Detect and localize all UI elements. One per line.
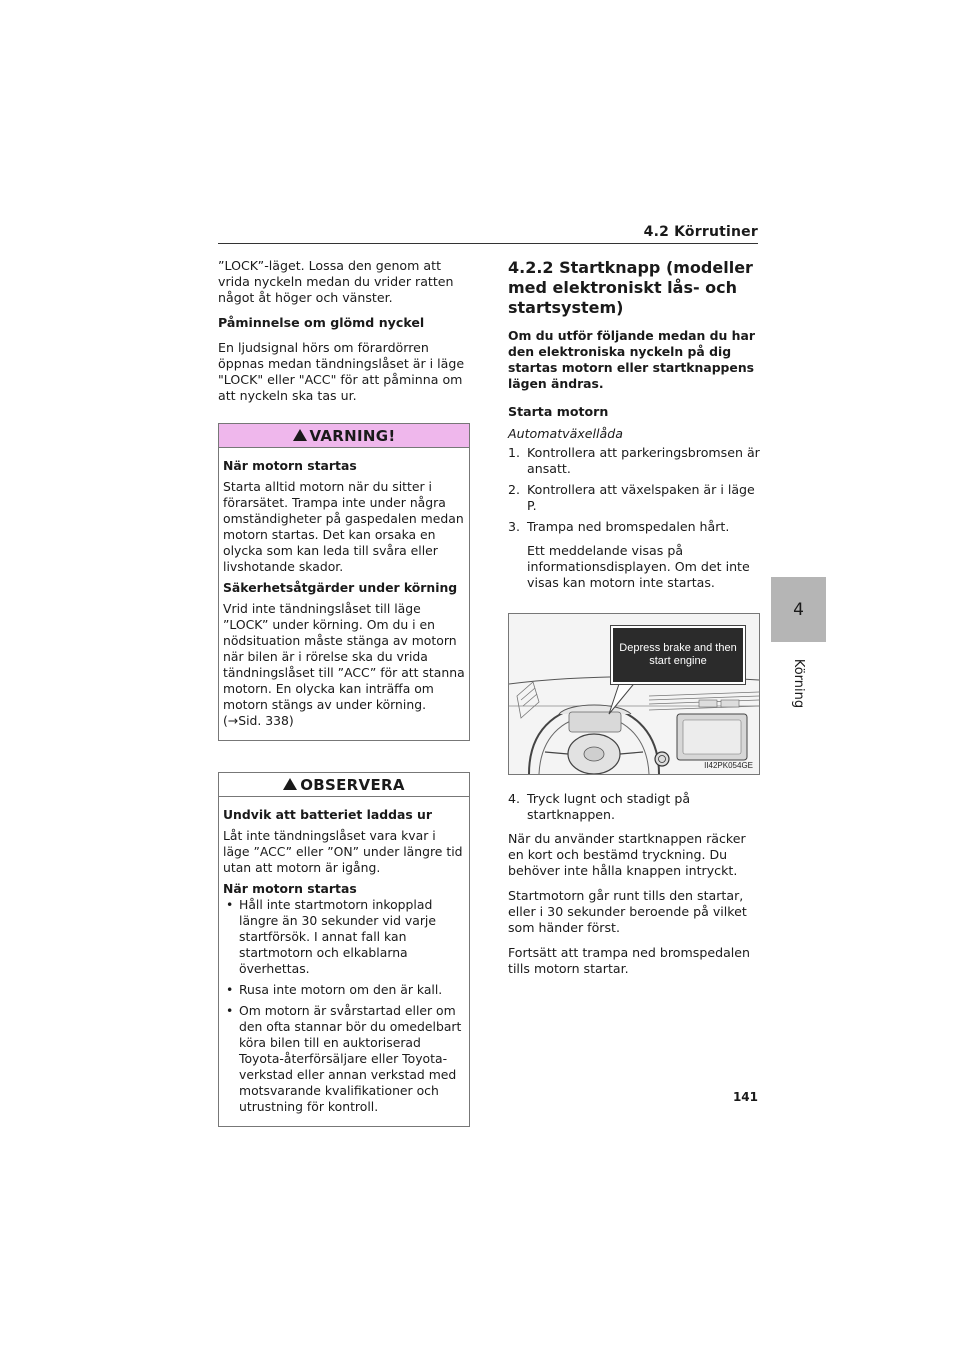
dashboard-illustration	[508, 613, 760, 775]
caution-header	[219, 773, 469, 797]
warning-text-1: Starta alltid motorn när du sitter i förarsätet. Trampa inte under några omständigheter på gaspedalen medan motorn startas. Det kan orsaka en olycka som kan leda till svåra eller livshotande skador.	[223, 479, 464, 574]
caution-text-1: Låt inte tändningslåset vara kvar i läge ”ACC” eller ”ON” under längre tid utan att motorn är igång.	[223, 828, 463, 875]
caution-heading-2: När motorn startas	[223, 881, 357, 896]
step-4-note-1: När du använder startknappen räcker en kort och bestämd tryckning. Du behöver inte hålla knappen intryckt.	[508, 831, 746, 878]
header-rule	[218, 243, 758, 244]
caution-body	[219, 797, 469, 1126]
caution-heading-1: Undvik att batteriet laddas ur	[223, 807, 432, 822]
caution-box	[218, 772, 470, 1127]
section-heading: 4.2.2 Startknapp (modeller med elektroniskt lås- och startsystem)	[508, 258, 753, 317]
step-4: 4. Tryck lugnt och stadigt på startknappen.	[508, 791, 691, 822]
right-column	[508, 258, 760, 986]
warning-title: VARNING!	[309, 426, 396, 445]
step-3: 3. Trampa ned bromspedalen hårt.	[508, 519, 730, 534]
chapter-tab[interactable]	[771, 577, 826, 642]
left-column	[218, 258, 470, 1127]
caution-title: OBSERVERA	[300, 775, 405, 794]
step-4-note-3: Fortsätt att trampa ned bromspedalen tills motorn startar.	[508, 945, 751, 976]
step-3-note: Ett meddelande visas på informationsdisplayen. Om det inte visas kan motorn inte startas.	[527, 543, 750, 590]
warning-header	[219, 424, 469, 448]
list-item: • Håll inte startmotorn inkopplad längre än 30 sekunder vid varje startförsök. I annat fall kan startmotorn och elkablarna överhettas.	[226, 897, 436, 976]
caution-bullet-list	[223, 897, 465, 1115]
reminder-text: En ljudsignal hörs om förardörren öppnas medan tändningslåset är i läge "LOCK" eller "ACC" för att påminna om att nyckeln ska tas ur.	[218, 340, 465, 403]
chapter-number: 4	[793, 599, 804, 620]
section-intro: Om du utför följande medan du har den elektroniska nyckeln på dig startas motorn eller startknappens lägen ändras.	[508, 328, 755, 391]
list-item: • Rusa inte motorn om den är kall.	[226, 982, 443, 997]
chapter-label	[771, 648, 826, 718]
page-number: 141	[732, 1090, 758, 1104]
display-message-callout: Depress brake and then start engine	[611, 626, 745, 684]
warning-heading-1: När motorn startas	[223, 458, 357, 473]
warning-heading-2: Säkerhetsåtgärder under körning	[223, 580, 458, 595]
steps-list	[508, 445, 760, 535]
steps-list-continued	[508, 791, 760, 823]
transmission-label: Automatväxellåda	[508, 426, 623, 441]
step-4-note-2: Startmotorn går runt tills den startar, eller i 30 sekunder beroende på vilket som händer först.	[508, 888, 747, 935]
warning-icon	[293, 429, 307, 441]
warning-box	[218, 423, 470, 741]
reminder-title: Påminnelse om glömd nyckel	[218, 315, 425, 330]
figure-code: II42PK054GE	[704, 761, 753, 770]
chapter-label-text: Körning	[790, 658, 806, 708]
page-header: 4.2 Körrutiner	[643, 224, 758, 240]
caution-icon	[283, 778, 297, 790]
warning-body	[219, 448, 469, 740]
list-item: • Om motorn är svårstartad eller om den ofta stannar bör du omedelbart köra bilen till en auktoriserad Toyota-återförsäljare eller Toyota-verkstad eller annan verkstad med motsvarande kvalifikationer och utrustning för kontroll.	[226, 1003, 462, 1114]
step-1: 1. Kontrollera att parkeringsbromsen är ansatt.	[508, 445, 760, 476]
left-paragraph-1: ”LOCK”-läget. Lossa den genom att vrida nyckeln medan du vrider ratten något åt höger och vänster.	[218, 258, 454, 305]
warning-text-2: Vrid inte tändningslåset till läge ”LOCK” under körning. Om du i en nödsituation måste stänga av motorn när bilen är i rörelse ska du vrida tändningslåset till ”ACC” för att stanna motorn. En olycka kan inträffa om motorn stängs av under körning.	[223, 601, 465, 712]
step-2: 2. Kontrollera att växelspaken är i läge P.	[508, 482, 755, 513]
start-engine-title: Starta motorn	[508, 404, 609, 419]
warning-page-reference[interactable]: (→Sid. 338)	[223, 713, 294, 728]
